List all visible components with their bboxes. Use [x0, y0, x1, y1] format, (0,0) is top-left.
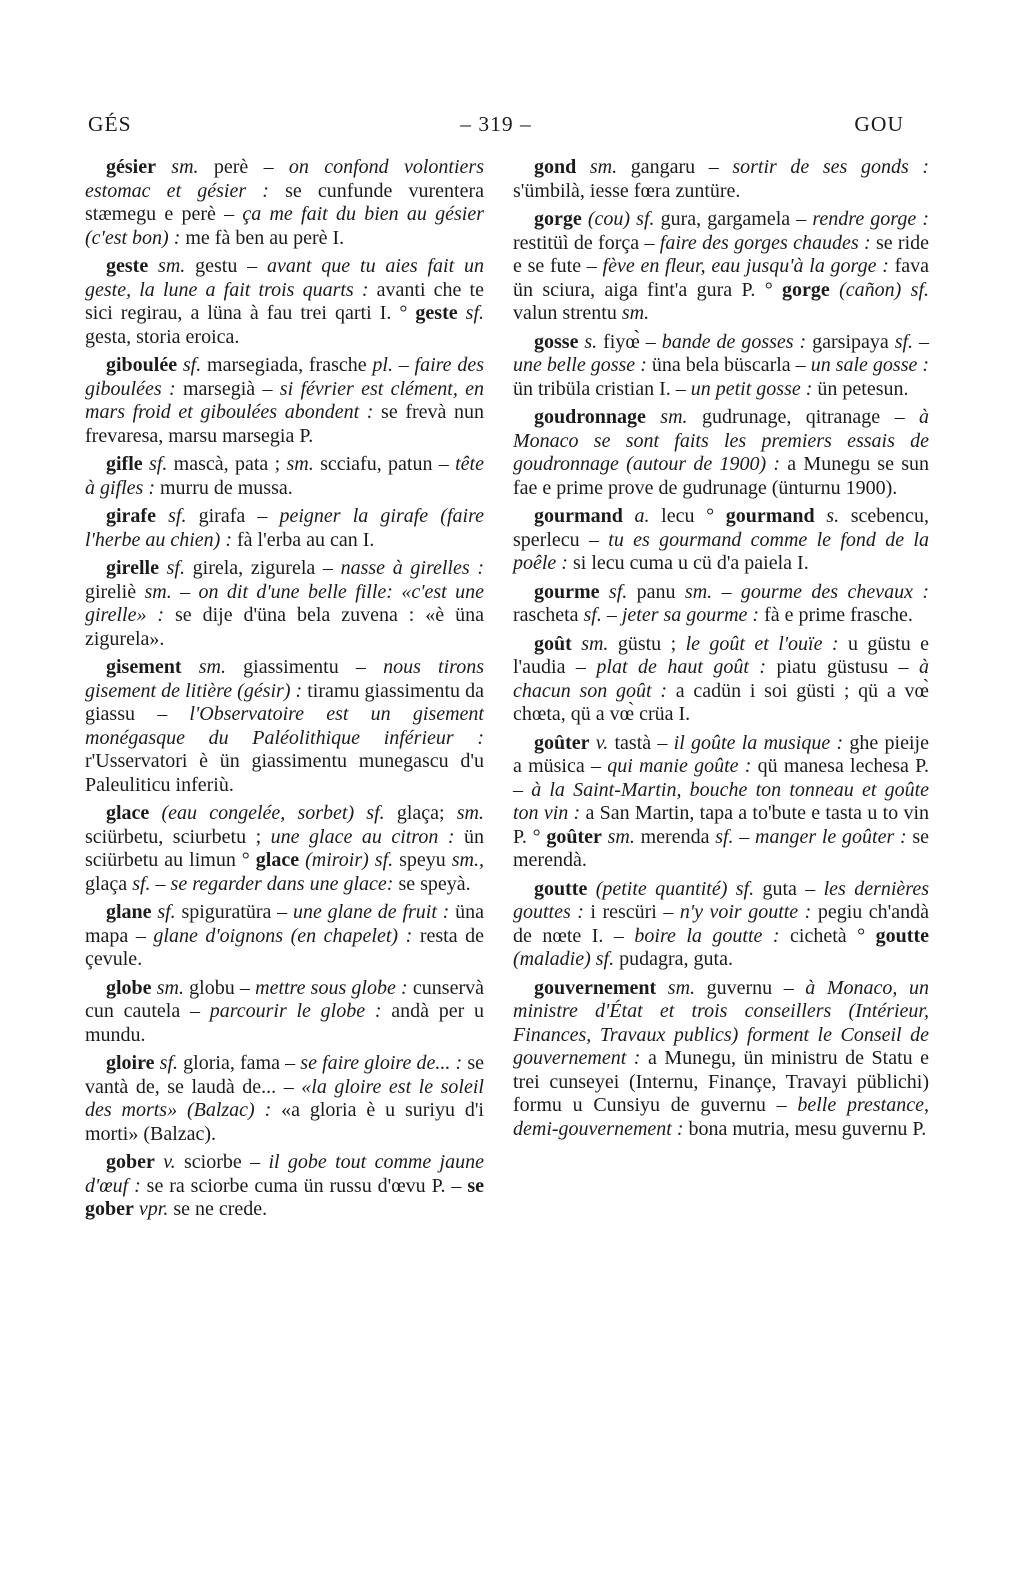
text-segment: scciafu, patun – [313, 453, 456, 475]
text-segment: girelle [106, 557, 159, 579]
text-segment: guta – [754, 877, 824, 900]
text-segment: globu – [183, 976, 256, 999]
entry-gober [85, 1151, 484, 1222]
entry-gésier [85, 156, 484, 250]
text-segment: a Munegu, ün ministru de Statu e trei cunseyei (Internu, Finançe, Travayi püblichi) formu u Cunsiyu de guvernu – [513, 1047, 929, 1116]
text-segment: üna mapa – [85, 901, 484, 947]
text-segment: glaça; [384, 802, 457, 824]
entry-gouvernement [513, 977, 929, 1142]
entry-gloire [85, 1052, 484, 1146]
text-segment: a Munegu se sun fae e prime prove de gudrunage (ünturnu 1900). [513, 453, 929, 499]
text-segment: sm. [656, 976, 696, 999]
text-segment: gireliè [85, 580, 145, 603]
text-segment: gestu – [185, 255, 268, 277]
text-segment: gloria, fama – [178, 1052, 301, 1074]
text-segment: üna bela büscarla – [646, 354, 811, 376]
text-segment: gloire [106, 1052, 155, 1074]
page-header [88, 112, 904, 142]
text-segment: (cañon) sf. [829, 278, 929, 301]
text-segment: r'Usservatori è ün giassimentu munegascu d'u Paleuliticu inferiù. [85, 750, 484, 796]
text-segment: «a gloria è u suriyu d'i morti» (Balzac). [85, 1099, 484, 1145]
text-segment: à Monaco, un ministre d'État et trois conseillers (Intérieur, Finances, Travaux publics) forment le Conseil de gouvernement : [513, 976, 929, 1069]
text-segment: fève en fleur, eau jusqu'à la gorge : [602, 255, 889, 277]
text-segment: glace [106, 802, 150, 824]
text-segment: les dernières gouttes : [513, 877, 930, 923]
text-segment: gourmand [534, 505, 623, 527]
text-segment: gesta, storia eroica. [85, 325, 240, 348]
text-segment: geste [415, 302, 458, 324]
text-segment: boire la goutte : [634, 924, 780, 947]
text-segment: sm. [576, 156, 618, 178]
text-segment: sf. [457, 302, 484, 324]
text-segment: glane d'oignons (en chapelet) : [153, 924, 413, 947]
text-segment: panu [627, 580, 685, 603]
text-segment: gourme [534, 580, 600, 603]
text-segment: tiramu giassimentu da giassu – [85, 679, 484, 725]
text-segment: qui manie goûte : [607, 755, 752, 777]
text-segment: sm. [684, 580, 713, 603]
text-segment: goudronnage [534, 406, 646, 428]
text-segment: se frevà nun frevaresa, marsu marsegia P. [85, 401, 485, 447]
text-segment: sf. [142, 453, 168, 475]
text-segment: ün petesun. [812, 377, 909, 400]
text-segment: marsegià – [175, 377, 280, 400]
text-segment: un petit gosse : [690, 377, 813, 400]
text-segment: globe [106, 976, 152, 999]
text-segment: jeter sa gourme : [621, 604, 760, 626]
text-segment: goûter [546, 825, 602, 848]
text-segment: glane [106, 901, 152, 923]
text-segment: fiyœ̀ – [597, 330, 662, 353]
text-segment: belle prestance, demi-gouvernement : [513, 1094, 929, 1140]
text-segment: – [601, 604, 622, 626]
text-segment: lecu ° [649, 505, 726, 527]
entry-geste [85, 255, 484, 349]
text-segment: goutte [534, 877, 588, 900]
entry-goûter [513, 732, 929, 873]
entry-girafe [85, 505, 484, 552]
text-segment: (maladie) sf. [513, 948, 615, 970]
text-segment: une glace au citron : [270, 825, 455, 848]
text-segment: ün tribüla cristian I. – [513, 377, 691, 400]
text-segment: gorge [534, 208, 582, 230]
text-segment: goûter [534, 731, 590, 754]
text-segment: sm. [144, 580, 172, 603]
text-segment: tête à gifles : [85, 453, 484, 499]
text-segment: le goût et l'ouïe : [685, 632, 839, 655]
text-segment: sm. [571, 632, 609, 655]
text-segment: marsegiada, frasche [201, 354, 373, 376]
text-segment: v. [154, 1151, 176, 1173]
text-segment: v. [589, 731, 609, 754]
text-segment: il goûte la musique : [673, 731, 844, 754]
text-segment: mascà, pata ; [167, 453, 287, 475]
text-segment: goutte [875, 924, 929, 947]
text-segment: restitüì de força – [513, 231, 660, 254]
text-segment: s. [814, 505, 840, 527]
text-segment: sf. [599, 580, 628, 603]
text-segment: scebencu, sperlecu – [513, 505, 929, 551]
text-segment: se regarder dans une glace: [170, 872, 394, 895]
text-segment: giassimentu – [225, 656, 384, 678]
text-segment: parcourir le globe : [209, 1000, 382, 1022]
text-segment: si février est clément, en mars froid et giboulées abondent : [85, 377, 485, 423]
entry-gond [513, 156, 929, 203]
text-segment: une glane de fruit : [292, 901, 450, 923]
text-segment: (miroir) sf. [299, 849, 394, 871]
text-segment: tastà – [608, 731, 674, 754]
text-columns [85, 156, 929, 1227]
text-segment: se ra sciorbe cuma ün russu d'œvu P. – [140, 1174, 468, 1197]
text-segment: girela, zigurela – [184, 557, 341, 579]
text-segment: sciorbe – [175, 1151, 269, 1173]
text-segment: andà per u mundu. [85, 1000, 484, 1046]
text-segment: resta de çevule. [85, 924, 485, 970]
text-segment: sf. [154, 1052, 179, 1074]
entry-gorge [513, 208, 929, 326]
text-segment: perè – [198, 156, 289, 178]
text-segment: sf. [158, 557, 185, 579]
text-segment: mettre sous globe : [255, 976, 408, 999]
text-segment: à chacun son goût : [513, 656, 929, 702]
text-segment: sm. [155, 156, 199, 178]
text-segment: une belle gosse : [513, 354, 647, 376]
text-segment: sm. [645, 406, 688, 428]
text-segment: rendre gorge : [812, 208, 929, 230]
text-segment: gifle [106, 453, 143, 475]
text-segment: se cunfunde vurentera stæmegu e perè – [85, 179, 484, 225]
text-segment: l'Observatoire est un gisement monégasque du Paléolithique inférieur : [85, 703, 484, 749]
text-segment: cunservà cun cautela – [85, 976, 484, 1022]
entry-gisement [85, 656, 484, 797]
text-segment: sf. [132, 872, 151, 895]
text-segment: (petite quantité) sf. [587, 877, 755, 900]
text-segment: vpr. [133, 1198, 169, 1220]
text-segment: avant que tu aies fait un geste, la lune a fait trois quarts : [85, 255, 484, 301]
text-segment: gisement [106, 656, 182, 678]
text-segment: glace [255, 849, 300, 871]
text-segment: pl. [372, 354, 393, 376]
text-segment: ça me fait du bien au gésier (c'est bon) : [85, 203, 484, 249]
text-segment: gangaru – [617, 156, 733, 178]
text-segment: güstu ; [608, 632, 686, 655]
text-segment: i rescüri – [583, 901, 680, 923]
text-segment: ghe pieije a müsica – [513, 731, 929, 777]
text-segment: se gober [85, 1174, 484, 1220]
text-segment: gond [534, 156, 577, 178]
text-segment: (cou) sf. [581, 208, 655, 230]
text-segment: sm. [286, 453, 314, 475]
text-segment: goût [534, 632, 572, 655]
text-segment: tu es gourmand comme le fond de la poêle : [513, 528, 929, 574]
text-segment: me fà ben au perè I. [180, 226, 345, 249]
text-segment: s'ümbilà, iesse fœra zuntüre. [513, 179, 741, 202]
text-segment: avanti che te sici regirau, a lüna à fau trei qarti I. ° [85, 278, 484, 324]
text-segment: rascheta [513, 604, 584, 626]
text-segment: à la Saint-Martin, bouche ton tonneau et goûte ton vin : [513, 778, 929, 824]
text-segment: sciürbetu, sciurbetu ; [85, 825, 271, 848]
text-segment: sf. [151, 901, 176, 923]
text-segment: un sale gosse : [810, 354, 930, 376]
text-segment: se vantà de, se laudà de... – [85, 1052, 485, 1098]
text-segment: «la gloire est le soleil des morts» (Balzac) : [85, 1075, 484, 1121]
text-segment: – [712, 580, 741, 603]
text-segment: – [733, 825, 756, 848]
text-segment: giboulée [106, 354, 178, 376]
entry-giboulée [85, 354, 484, 448]
entry-glane [85, 901, 484, 972]
text-segment: gosse [534, 330, 579, 353]
text-segment: garsipaya [806, 330, 895, 353]
text-segment: sm. [151, 976, 184, 999]
text-segment: fava ün sciura, aiga fint'a gura P. ° [513, 255, 929, 301]
entry-goût [513, 633, 929, 727]
text-segment: se ride e se fute – [513, 231, 930, 277]
text-segment: à Monaco se sont faits les premiers essais de goudronnage (autour de 1900) : [513, 406, 929, 475]
text-segment: sm. [148, 255, 186, 277]
page-number: – 319 – [460, 112, 532, 136]
text-segment: gober [106, 1151, 155, 1173]
text-segment: fà l'erba au can I. [232, 528, 375, 551]
text-segment: sf. [715, 825, 734, 848]
entry-gourme [513, 581, 929, 628]
text-segment: nous tirons gisement de litière (gésir) : [85, 656, 484, 702]
text-segment: faire des giboulées : [85, 354, 484, 400]
text-segment: il gobe tout comme jaune d'œuf : [85, 1151, 484, 1197]
text-segment: se speyà. [393, 872, 471, 895]
text-segment: peigner la girafe (faire l'herbe au chien) : [85, 505, 485, 551]
text-segment: ün sciürbetu au limun ° [85, 825, 484, 871]
entry-gosse [513, 331, 929, 402]
text-segment: (eau congelée, sorbet) sf. [149, 802, 385, 824]
text-segment: a. [622, 505, 650, 527]
text-segment: – [392, 354, 415, 376]
text-segment: speyu [393, 849, 452, 871]
text-segment: s. [578, 330, 598, 353]
text-segment: merenda [634, 825, 716, 848]
text-segment: valun strentu [513, 302, 622, 324]
text-segment: guvernu – [695, 976, 806, 999]
text-segment: sf. [894, 330, 914, 353]
text-segment: on confond volontiers estomac et gésier : [85, 156, 484, 202]
entry-globe [85, 977, 484, 1048]
text-segment: gourmand [725, 505, 815, 527]
text-segment: sm. [601, 825, 635, 848]
text-segment: cichetà ° [779, 924, 876, 947]
text-segment: faire des gorges chaudes : [659, 231, 871, 254]
entry-gifle [85, 453, 484, 500]
text-segment: si lecu cuma u cü d'a paiela I. [567, 552, 809, 574]
text-segment: spiguratüra – [175, 901, 293, 923]
text-segment: girafa – [186, 505, 280, 527]
text-segment: n'y voir goutte : [679, 901, 812, 923]
text-segment: qü manesa lechesa P. – [513, 755, 930, 801]
entry-goudronnage [513, 406, 929, 500]
text-segment: – [913, 330, 929, 353]
text-segment: se faire gloire de... : [300, 1052, 463, 1074]
text-segment: geste [106, 255, 149, 277]
text-segment: fà e prime frasche. [759, 604, 913, 626]
text-segment: gésier [106, 156, 156, 178]
text-segment: gorge [782, 278, 830, 301]
text-segment: pegiu ch'andà de nœte I. – [513, 901, 929, 947]
text-segment: sf. [155, 505, 187, 527]
text-segment: sf. [583, 604, 602, 626]
text-segment: bona mutria, mesu guvernu P. [683, 1117, 927, 1140]
text-segment: sm. [181, 656, 226, 678]
text-segment: piatu güstusu – [766, 656, 919, 678]
text-segment: gudrunage, qitranage – [687, 406, 919, 428]
text-segment: bande de gosses : [661, 330, 807, 353]
entry-goutte [513, 878, 929, 972]
text-segment: girafe [106, 505, 156, 527]
text-segment: nasse à girelles : [340, 557, 484, 579]
text-segment: se merendà. [513, 825, 930, 871]
text-segment: plat de haut goût : [596, 656, 767, 678]
text-segment: murru de mussa. [155, 476, 293, 499]
text-segment: glaça [85, 872, 133, 895]
column-left [85, 156, 484, 1227]
text-segment: gura, gargamela – [654, 208, 813, 230]
text-segment: se dije d'üna bela zuvena : «è üna zigurela». [85, 604, 485, 650]
text-segment: sortir de ses gonds : [732, 156, 929, 178]
text-segment: sm. [621, 302, 650, 324]
text-segment: – [171, 580, 199, 603]
text-segment: gouvernement [534, 976, 657, 999]
text-segment: manger le goûter : [755, 825, 907, 848]
text-segment: gourme des chevaux : [740, 580, 929, 603]
text-segment: sf. [177, 354, 202, 376]
column-right [513, 156, 929, 1227]
text-segment: a San Martin, tapa a to'bute e tasta u to vin P. ° [513, 802, 930, 848]
text-segment: a cadün i soi güsti ; qü a vœ̀ chœta, qü a vœ̀ crüa I. [513, 679, 929, 725]
entry-girelle [85, 557, 484, 651]
text-segment: sm., [451, 849, 484, 871]
text-segment: – [150, 872, 171, 895]
text-segment: pudagra, guta. [614, 948, 733, 970]
guide-word-right: GOU [854, 112, 904, 136]
text-segment: se ne crede. [168, 1198, 268, 1220]
text-segment: u güstu e l'audia – [513, 632, 929, 678]
entry-glace [85, 802, 484, 896]
text-segment: sm. [456, 802, 484, 824]
guide-word-left: GÉS [88, 112, 132, 136]
text-segment: on dit d'une belle fille: «c'est une girelle» : [85, 580, 484, 626]
entry-gourmand [513, 505, 929, 576]
